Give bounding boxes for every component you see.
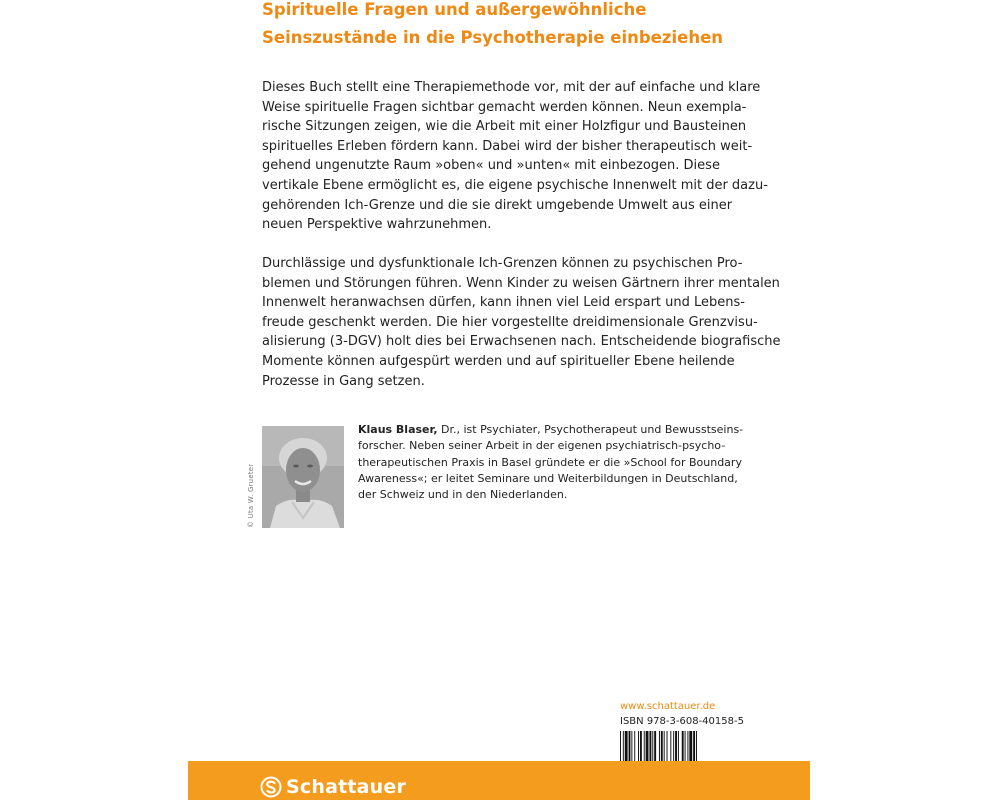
barcode-bar	[638, 731, 639, 762]
text-line: Prozesse in Gang setzen.	[262, 373, 425, 389]
description-paragraph-2	[262, 254, 781, 391]
barcode-bar	[678, 731, 679, 762]
text-line: Momente können aufgespürt werden und auf spiritueller Ebene heilende	[262, 353, 735, 369]
text-line: alisierung (3-DGV) holt dies bei Erwachsenen nach. Entscheidende biografische	[262, 334, 781, 350]
barcode-bar	[631, 731, 632, 762]
text-line: spirituelles Erleben fördern kann. Dabei wird der bisher therapeutisch weit-	[262, 138, 753, 154]
publisher-emblem-icon	[260, 776, 282, 798]
author-name: Klaus Blaser,	[358, 423, 438, 436]
barcode-bar	[659, 731, 660, 762]
barcode-bar	[687, 731, 688, 762]
publisher-website-link[interactable]: www.schattauer.de	[620, 701, 716, 712]
barcode-bar	[664, 731, 665, 762]
barcode-bar	[629, 731, 631, 762]
bio-first-line	[358, 422, 748, 438]
barcode-bar	[640, 731, 642, 762]
text-line: vertikale Ebene ermöglicht es, die eigene psychische Innenwelt mit der dazu-	[262, 177, 768, 193]
barcode-bar	[685, 731, 686, 762]
headline-line-2: Seinszustände in die Psychotherapie einbeziehen	[262, 28, 724, 47]
barcode-bar	[634, 731, 635, 762]
barcode-bar	[693, 731, 695, 762]
headline-line-1: Spirituelle Fragen und außergewöhnliche	[262, 0, 647, 19]
text-line: freude geschenkt werden. Die hier vorgestellte dreidimensionale Grenzvisu-	[262, 314, 758, 330]
barcode-bar	[670, 731, 671, 762]
bio-line: Awareness«; er leitet Seminare und Weiterbildungen in Deutschland,	[358, 471, 738, 485]
barcode-bar	[673, 731, 674, 762]
barcode-bar	[675, 731, 677, 762]
barcode-bar	[625, 731, 628, 762]
publisher-logo	[260, 774, 406, 800]
barcode-bar	[689, 731, 692, 762]
barcode-bar	[623, 731, 624, 762]
barcode-bar	[620, 731, 621, 762]
barcode-bar	[667, 731, 668, 762]
barcode-bar	[646, 731, 649, 762]
author-photo	[262, 426, 344, 528]
headline	[262, 0, 822, 52]
bio-line: der Schweiz und in den Niederlanden.	[358, 488, 568, 502]
barcode-bar	[682, 731, 684, 762]
barcode-bar	[661, 731, 663, 762]
text-line: Innenwelt heranwachsen dürfen, kann ihnen viel Leid erspart und Lebens-	[262, 295, 745, 311]
text-line: Dieses Buch stellt eine Therapiemethode vor, mit der auf einfache und klare	[262, 80, 761, 95]
text-line: neuen Perspektive wahrzunehmen.	[262, 217, 492, 233]
barcode-bar	[654, 731, 656, 762]
isbn-number: ISBN 978-3-608-40158-5	[620, 716, 744, 727]
barcode-bar	[649, 731, 651, 762]
text-line: gehörenden Ich-Grenze und die sie direkt umgebende Umwelt aus einer	[262, 197, 733, 213]
author-bio	[358, 422, 748, 503]
text-line: Weise spirituelle Fragen sichtbar gemacht werden können. Neun exempla-	[262, 99, 747, 115]
bio-text: Dr., ist Psychiater, Psychotherapeut und Bewusstseins-	[437, 423, 744, 436]
text-line: blemen und Störungen führen. Wenn Kinder zu weisen Gärtnern ihrer mentalen	[262, 275, 780, 291]
barcode-bar	[644, 731, 645, 762]
barcode-bar	[696, 731, 697, 762]
bio-line: therapeutischen Praxis in Basel gründete er die »School for Boundary	[358, 455, 742, 469]
bio-line: forscher. Neben seiner Arbeit in der eigenen psychiatrisch-psycho-	[358, 439, 726, 453]
text-line: gehend ungenutzte Raum »oben« und »unten« mit einbezogen. Diese	[262, 158, 720, 174]
barcode	[619, 731, 737, 762]
photo-credit: © Uta W. Grueter	[247, 463, 255, 528]
text-line: rische Sitzungen zeigen, wie die Arbeit mit einer Holzfigur und Bausteinen	[262, 119, 747, 135]
publisher-name: Schattauer	[286, 776, 407, 798]
text-line: Durchlässige und dysfunktionale Ich-Grenzen können zu psychischen Pro-	[262, 256, 743, 271]
description-paragraph-1	[262, 78, 768, 235]
barcode-bar	[652, 731, 653, 762]
